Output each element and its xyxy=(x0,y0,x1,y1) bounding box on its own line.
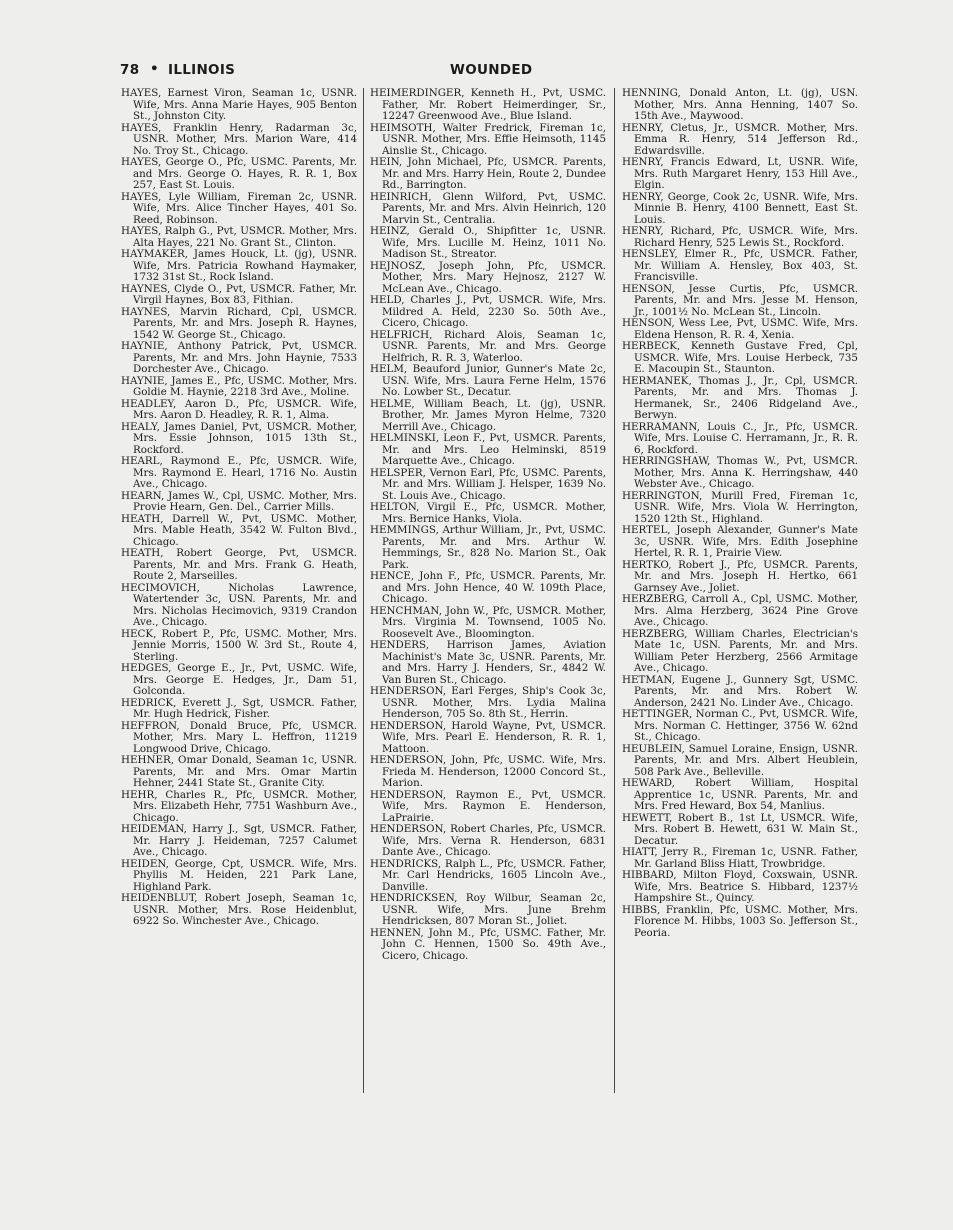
casualty-entry: HEHNER, Omar Donald, Seaman 1c, USNR. Parents, Mr. and Mrs. Omar Martin Hehner, 2441 State St., Granite City. xyxy=(121,754,357,789)
casualty-entry: HEIMSOTH, Walter Fredrick, Fireman 1c, USNR. Mother, Mrs. Effie Heimsoth, 1145 Ainslie St., Chicago. xyxy=(370,121,606,157)
casualty-entry: HELMINSKI, Leon F., Pvt, USMCR. Parents, Mr. and Mrs. Leo Helminski, 8519 Marquette Ave., Chicago. xyxy=(370,432,606,467)
casualty-entry: HEATH, Darrell W., Pvt, USMC. Mother, Mrs. Mable Heath, 3542 W. Fulton Blvd., Chicago. xyxy=(121,512,357,548)
casualty-entry: HAYMAKER, James Houck, Lt. (jg), USNR. Wife, Mrs. Patricia Rowhand Haymaker, 1732 31st St., Rock Island. xyxy=(121,248,357,283)
column-divider xyxy=(363,88,364,1093)
casualty-entry: HAYES, Franklin Henry, Radarman 3c, USNR. Mother, Mrs. Marion Ware, 414 No. Troy St., Chicago. xyxy=(121,121,357,157)
casualty-entry: HENNEN, John M., Pfc, USMC. Father, Mr. John C. Hennen, 1500 So. 49th Ave., Cicero, Chicago. xyxy=(370,926,606,962)
casualty-entry: HETTINGER, Norman C., Pvt, USMCR. Wife, Mrs. Norman C. Hettinger, 3756 W. 62nd St., Chicago. xyxy=(622,708,858,743)
column-2 xyxy=(370,88,606,962)
casualty-entry: HEJNOSZ, Joseph John, Pfc, USMCR. Mother, Mrs. Mary Hejnosz, 2127 W. McLean Ave., Chicago. xyxy=(370,259,606,295)
casualty-entry: HELFRICH, Richard Alois, Seaman 1c, USNR. Parents, Mr. and Mrs. George Helfrich, R. R. 3, Waterloo. xyxy=(370,328,606,364)
casualty-entry: HERRINGSHAW, Thomas W., Pvt, USMCR. Mother, Mrs. Anna K. Herringshaw, 440 Webster Ave., Chicago. xyxy=(622,455,858,490)
casualty-entry: HEIDENBLUT, Robert Joseph, Seaman 1c, USNR. Mother, Mrs. Rose Heidenblut, 6922 So. Winchester Ave., Chicago. xyxy=(121,892,357,927)
casualty-entry: HAYNES, Clyde O., Pvt, USMCR. Father, Mr. Virgil Haynes, Box 83, Fithian. xyxy=(121,282,357,306)
casualty-entry: HEIMERDINGER, Kenneth H., Pvt, USMC. Father, Mr. Robert Heimerdinger, Sr., 12247 Greenwood Ave., Blue Island. xyxy=(370,87,606,122)
column-1 xyxy=(121,88,357,928)
casualty-entry: HENDRICKS, Ralph L., Pfc, USMCR. Father, Mr. Carl Hendricks, 1605 Lincoln Ave., Danville. xyxy=(370,857,606,893)
casualty-entry: HETMAN, Eugene J., Gunnery Sgt, USMC. Parents, Mr. and Mrs. Robert W. Anderson, 2421 No. Linder Ave., Chicago. xyxy=(622,673,858,709)
casualty-entry: HELSPER, Vernon Earl, Pfc, USMC. Parents, Mr. and Mrs. William J. Helsper, 1639 No. St. Louis Ave., Chicago. xyxy=(370,466,606,502)
casualty-entry: HEINZ, Gerald O., Shipfitter 1c, USNR. Wife, Mrs. Lucille M. Heinz, 1011 No. Madison St., Streator. xyxy=(370,225,606,260)
casualty-entry: HEIDEMAN, Harry J., Sgt, USMCR. Father, Mr. Harry J. Heideman, 7257 Calumet Ave., Chicago. xyxy=(121,823,357,858)
casualty-entry: HENDERSON, Raymon E., Pvt, USMCR. Wife, Mrs. Raymon E. Henderson, LaPrairie. xyxy=(370,788,606,824)
casualty-entry: HEIDEN, George, Cpt, USMCR. Wife, Mrs. Phyllis M. Heiden, 221 Park Lane, Highland Park. xyxy=(121,857,357,893)
casualty-entry: HEIN, John Michael, Pfc, USMCR. Parents, Mr. and Mrs. Harry Hein, Route 2, Dundee Rd., Barrington. xyxy=(370,156,606,191)
casualty-entry: HERMANEK, Thomas J., Jr., Cpl, USMCR. Parents, Mr. and Mrs. Thomas J. Hermanek, Sr., 2406 Ridgeland Ave., Berwyn. xyxy=(622,374,858,421)
casualty-entry: HAYNIE, Anthony Patrick, Pvt, USMCR. Parents, Mr. and Mrs. John Haynie, 7533 Dorchester Ave., Chicago. xyxy=(121,340,357,375)
page-header xyxy=(120,62,860,84)
casualty-entry: HERBECK, Kenneth Gustave Fred, Cpl, USMCR. Wife, Mrs. Louise Herbeck, 735 E. Macoupin St., Staunton. xyxy=(622,340,858,375)
casualty-entry: HEARL, Raymond E., Pfc, USMCR. Wife, Mrs. Raymond E. Hearl, 1716 No. Austin Ave., Chicago. xyxy=(121,455,357,490)
casualty-entry: HERZBERG, Carroll A., Cpl, USMC. Mother, Mrs. Alma Herzberg, 3624 Pine Grove Ave., Chicago. xyxy=(622,593,858,628)
casualty-entry: HEWETT, Robert B., 1st Lt, USMCR. Wife, Mrs. Robert B. Hewett, 631 W. Main St., Decatur. xyxy=(622,811,858,847)
casualty-entry: HEDGES, George E., Jr., Pvt, USMC. Wife, Mrs. George E. Hedges, Jr., Dam 51, Golconda. xyxy=(121,662,357,697)
section-title: WOUNDED xyxy=(450,62,533,78)
casualty-entry: HELD, Charles J., Pvt, USMCR. Wife, Mrs. Mildred A. Held, 2230 So. 50th Ave., Cicero, Chicago. xyxy=(370,294,606,329)
casualty-entry: HIATT, Jerry R., Fireman 1c, USNR. Father, Mr. Garland Bliss Hiatt, Trowbridge. xyxy=(622,846,858,870)
casualty-entry: HAYNIE, James E., Pfc, USMC. Mother, Mrs. Goldie M. Haynie, 2218 3rd Ave., Moline. xyxy=(121,374,357,398)
header-bullet: • xyxy=(150,61,159,77)
casualty-entry: HEINRICH, Glenn Wilford, Pvt, USMC. Parents, Mr. and Mrs. Alvin Heinrich, 120 Marvin St., Centralia. xyxy=(370,190,606,226)
casualty-entry: HEHR, Charles R., Pfc, USMCR. Mother, Mrs. Elizabeth Hehr, 7751 Washburn Ave., Chicago. xyxy=(121,788,357,824)
casualty-entry: HENRY, Richard, Pfc, USMCR. Wife, Mrs. Richard Henry, 525 Lewis St., Rockford. xyxy=(622,225,858,249)
casualty-entry: HIBBS, Franklin, Pfc, USMC. Mother, Mrs. Florence M. Hibbs, 1003 So. Jefferson St., Peoria. xyxy=(622,903,858,939)
casualty-entry: HENRY, George, Cook 2c, USNR. Wife, Mrs. Minnie B. Henry, 4100 Bennett, East St. Louis. xyxy=(622,190,858,226)
casualty-entry: HAYNES, Marvin Richard, Cpl, USMCR. Parents, Mr. and Mrs. Joseph R. Haynes, 1542 W. George St., Chicago. xyxy=(121,305,357,341)
state-name: ILLINOIS xyxy=(168,62,236,78)
page-number: 78 xyxy=(120,62,140,78)
casualty-entry: HERRINGTON, Murill Fred, Fireman 1c, USNR. Wife, Mrs. Viola W. Herrington, 1520 12th St., Highland. xyxy=(622,489,858,525)
column-3 xyxy=(622,88,858,939)
casualty-entry: HENSON, Jesse Curtis, Pfc, USMCR. Parents, Mr. and Mrs. Jesse M. Henson, Jr., 1001½ No. McLean St., Lincoln. xyxy=(622,282,858,318)
casualty-entry: HEMMINGS, Arthur William, Jr., Pvt, USMC. Parents, Mr. and Mrs. Arthur W. Hemmings, Sr., 828 No. Marion St., Oak Park. xyxy=(370,524,606,571)
casualty-entry: HELTON, Virgil E., Pfc, USMCR. Mother, Mrs. Bernice Hanks, Viola. xyxy=(370,501,606,525)
casualty-entry: HENNING, Donald Anton, Lt. (jg), USN. Mother, Mrs. Anna Henning, 1407 So. 15th Ave., Maywood. xyxy=(622,87,858,122)
casualty-entry: HIBBARD, Milton Floyd, Coxswain, USNR. Wife, Mrs. Beatrice S. Hibbard, 1237½ Hampshire St., Quincy. xyxy=(622,869,858,904)
casualty-entry: HENCE, John F., Pfc, USMCR. Parents, Mr. and Mrs. John Hence, 40 W. 109th Place, Chicago. xyxy=(370,570,606,605)
casualty-entry: HECIMOVICH, Nicholas Lawrence, Watertender 3c, USN. Parents, Mr. and Mrs. Nicholas Hecimovich, 9319 Crandon Ave., Chicago. xyxy=(121,581,357,628)
casualty-entry: HEFFRON, Donald Bruce, Pfc, USMCR. Mother, Mrs. Mary L. Heffron, 11219 Longwood Drive, Chicago. xyxy=(121,719,357,755)
casualty-entry: HEATH, Robert George, Pvt, USMCR. Parents, Mr. and Mrs. Frank G. Heath, Route 2, Marseilles. xyxy=(121,547,357,582)
casualty-entry: HENCHMAN, John W., Pfc, USMCR. Mother, Mrs. Virginia M. Townsend, 1005 No. Roosevelt Ave., Bloomington. xyxy=(370,604,606,640)
casualty-entry: HENDERSON, Harold Wayne, Pvt, USMCR. Wife, Mrs. Pearl E. Henderson, R. R. 1, Mattoon. xyxy=(370,719,606,755)
casualty-entry: HAYES, Earnest Viron, Seaman 1c, USNR. Wife, Mrs. Anna Marie Hayes, 905 Benton St., Johnston City. xyxy=(121,87,357,122)
casualty-entry: HERTEL, Joseph Alexander, Gunner's Mate 3c, USNR. Wife, Mrs. Edith Josephine Hertel, R. R. 1, Prairie View. xyxy=(622,524,858,559)
column-divider xyxy=(614,88,615,1093)
casualty-entry: HAYES, George O., Pfc, USMC. Parents, Mr. and Mrs. George O. Hayes, R. R. 1, Box 257, East St. Louis. xyxy=(121,156,357,191)
casualty-entry: HENDRICKSEN, Roy Wilbur, Seaman 2c, USNR. Wife, Mrs. June Brehm Hendricksen, 807 Moran St., Joliet. xyxy=(370,892,606,927)
casualty-entry: HELM, Beauford Junior, Gunner's Mate 2c, USN. Wife, Mrs. Laura Ferne Helm, 1576 No. Lowber St., Decatur. xyxy=(370,363,606,398)
casualty-entry: HEWARD, Robert William, Hospital Apprentice 1c, USNR. Parents, Mr. and Mrs. Fred Heward, Box 54, Manlius. xyxy=(622,777,858,812)
casualty-entry: HEDRICK, Everett J., Sgt, USMCR. Father, Mr. Hugh Hedrick, Fisher. xyxy=(121,696,357,720)
casualty-entry: HEADLEY, Aaron D., Pfc, USMCR. Wife, Mrs. Aaron D. Headley, R. R. 1, Alma. xyxy=(121,397,357,421)
casualty-entry: HERZBERG, William Charles, Electrician's Mate 1c, USN. Parents, Mr. and Mrs. William Peter Herzberg, 2566 Armitage Ave., Chicago. xyxy=(622,627,858,674)
casualty-entry: HEALY, James Daniel, Pvt, USMCR. Mother, Mrs. Essie Johnson, 1015 13th St., Rockford. xyxy=(121,420,357,456)
casualty-entry: HENDERSON, John, Pfc, USMC. Wife, Mrs. Frieda M. Henderson, 12000 Concord St., Marion. xyxy=(370,754,606,789)
casualty-entry: HEUBLEIN, Samuel Loraine, Ensign, USNR. Parents, Mr. and Mrs. Albert Heublein, 508 Park Ave., Belleville. xyxy=(622,742,858,778)
casualty-entry: HELME, William Beach, Lt. (jg), USNR. Brother, Mr. James Myron Helme, 7320 Merrill Ave., Chicago. xyxy=(370,397,606,433)
casualty-entry: HAYES, Ralph G., Pvt, USMCR. Mother, Mrs. Alta Hayes, 221 No. Grant St., Clinton. xyxy=(121,225,357,249)
casualty-entry: HENRY, Cletus, Jr., USMCR. Mother, Mrs. Emma R. Henry, 514 Jefferson Rd., Edwardsville. xyxy=(622,121,858,157)
casualty-entry: HERTKO, Robert J., Pfc, USMCR. Parents, Mr. and Mrs. Joseph H. Hertko, 661 Garnsey Ave., Joliet. xyxy=(622,558,858,594)
casualty-entry: HERRAMANN, Louis C., Jr., Pfc, USMCR. Wife, Mrs. Louise C. Herramann, Jr., R. R. 6, Rockford. xyxy=(622,420,858,456)
casualty-entry: HENSLEY, Elmer R., Pfc, USMCR. Father, Mr. William A. Hensley, Box 403, St. Francisville. xyxy=(622,248,858,283)
casualty-entry: HENDERSON, Robert Charles, Pfc, USMCR. Wife, Mrs. Verna R. Henderson, 6831 Dante Ave., Chicago. xyxy=(370,823,606,858)
casualty-entry: HENSON, Wess Lee, Pvt, USMC. Wife, Mrs. Eldena Henson, R. R. 4, Xenia. xyxy=(622,317,858,341)
casualty-entry: HENDERS, Harrison James, Aviation Machinist's Mate 3c, USNR. Parents, Mr. and Mrs. Harry J. Henders, Sr., 4842 W. Van Buren St., Chicago. xyxy=(370,639,606,686)
casualty-entry: HECK, Robert P., Pfc, USMC. Mother, Mrs. Jennie Morris, 1500 W. 3rd St., Route 4, Sterling. xyxy=(121,627,357,663)
casualty-entry: HAYES, Lyle William, Fireman 2c, USNR. Wife, Mrs. Alice Tincher Hayes, 401 So. Reed, Robinson. xyxy=(121,190,357,226)
casualty-entry: HEARN, James W., Cpl, USMC. Mother, Mrs. Provie Hearn, Gen. Del., Carrier Mills. xyxy=(121,489,357,513)
casualty-entry: HENRY, Francis Edward, Lt, USNR. Wife, Mrs. Ruth Margaret Henry, 153 Hill Ave., Elgin. xyxy=(622,156,858,191)
casualty-entry: HENDERSON, Earl Ferges, Ship's Cook 3c, USNR. Mother, Mrs. Lydia Malina Henderson, 705 So. 8th St., Herrin. xyxy=(370,685,606,720)
